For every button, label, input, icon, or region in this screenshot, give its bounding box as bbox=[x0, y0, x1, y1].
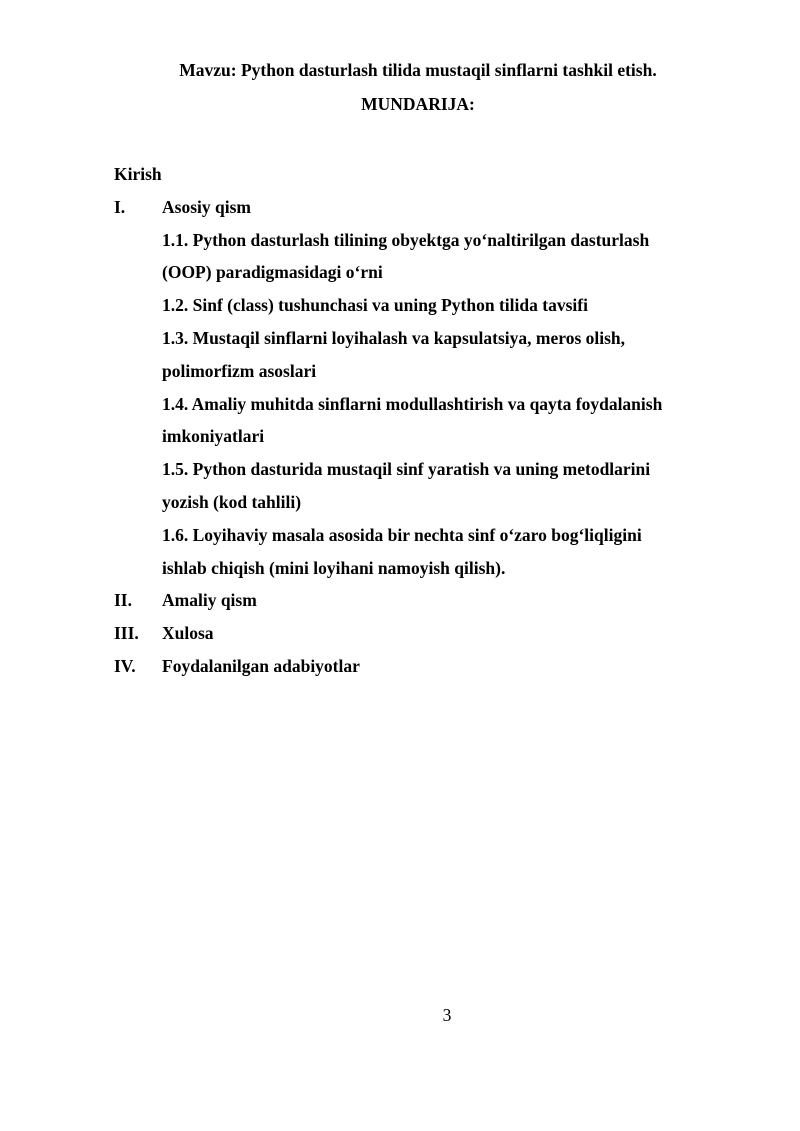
subsection-line: 1.2. Sinf (class) tushunchasi va uning Python tilida tavsifi bbox=[162, 295, 588, 316]
subsection-line: (OOP) paradigmasidagi o‘rni bbox=[162, 262, 383, 283]
subsection-line: 1.3. Mustaqil sinflarni loyihalash va kapsulatsiya, meros olish, bbox=[162, 327, 626, 348]
toc-section-4 bbox=[114, 650, 714, 683]
subsection-line: ishlab chiqish (mini loyihani namoyish qilish). bbox=[162, 557, 506, 578]
subsection-line: 1.1. Python dasturlash tilining obyektga yo‘naltirilgan dasturlash bbox=[162, 229, 650, 250]
section-number: II. bbox=[114, 590, 132, 611]
toc-subsection-1-4 bbox=[114, 388, 722, 454]
section-title: Asosiy qism bbox=[162, 196, 251, 217]
document-topic: Mavzu: Python dasturlash tilida mustaqil sinflarni tashkil etish. bbox=[179, 60, 657, 80]
toc-intro: Kirish bbox=[114, 164, 162, 184]
page-number: 3 bbox=[442, 1005, 452, 1025]
subsection-line: imkoniyatlari bbox=[162, 426, 265, 447]
toc-subsection-1-3 bbox=[114, 322, 722, 388]
section-number: IV. bbox=[114, 655, 136, 676]
section-title: Foydalanilgan adabiyotlar bbox=[162, 655, 360, 676]
section-number: III. bbox=[114, 623, 139, 644]
toc-section-3 bbox=[114, 617, 714, 650]
subsection-line: yozish (kod tahlili) bbox=[162, 491, 302, 512]
subsection-line: 1.5. Python dasturida mustaqil sinf yaratish va uning metodlarini bbox=[162, 459, 651, 480]
subsection-line: 1.4. Amaliy muhitda sinflarni modullashtirish va qayta foydalanish bbox=[162, 393, 663, 414]
toc-subsection-1-6 bbox=[114, 519, 722, 585]
table-of-contents bbox=[114, 158, 714, 683]
subsection-line: 1.6. Loyihaviy masala asosida bir nechta sinf o‘zaro bog‘liqligini bbox=[162, 524, 642, 545]
toc-section-2 bbox=[114, 584, 714, 617]
section-number: I. bbox=[114, 196, 126, 217]
toc-subsection-1-1 bbox=[114, 224, 722, 290]
section-title: Xulosa bbox=[162, 623, 214, 644]
section-title: Amaliy qism bbox=[162, 590, 257, 611]
toc-subsection-1-2 bbox=[114, 289, 722, 322]
toc-subsection-1-5 bbox=[114, 453, 722, 519]
toc-heading: MUNDARIJA: bbox=[361, 94, 475, 114]
subsection-line: polimorfizm asoslari bbox=[162, 360, 317, 381]
toc-section-1 bbox=[114, 191, 714, 224]
